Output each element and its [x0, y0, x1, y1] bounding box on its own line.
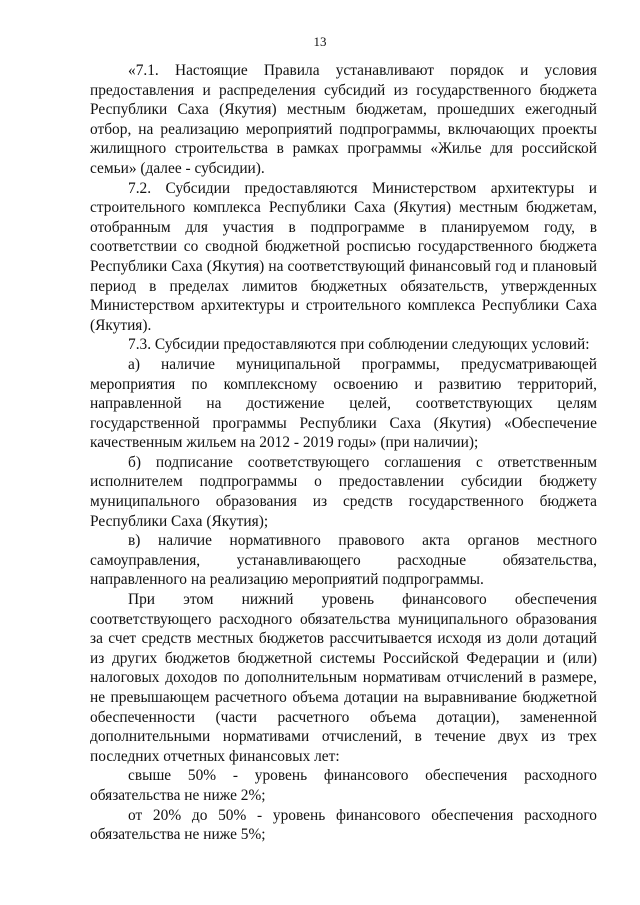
condition-a: а) наличие муниципальной программы, предусматривающей мероприятия по комплексному освоению и развитию территорий, направленной на достижение целей, соответствующих целям государственной программы Республики Саха (Якутия) «Обеспечение качественным жильем на 2012 - 2019 годы» (при наличии);	[90, 355, 597, 452]
financing-level-20-50: от 20% до 50% - уровень финансового обеспечения расходного обязательства не ниже 5%;	[90, 806, 597, 844]
page-number: 13	[313, 34, 327, 49]
paragraph-7-1: «7.1. Настоящие Правила устанавливают порядок и условия предоставления и распределения субсидий из государственного бюджета Республики Саха (Якутия) местным бюджетам, прошедших ежегодный отбор, на реализацию мероприятий подпрограммы, включающих проекты жилищного строительства в рамках программы «Жилье для российской семьи» (далее - субсидии).	[90, 62, 597, 177]
document-body	[90, 61, 597, 845]
financing-level-over-50: свыше 50% - уровень финансового обеспечения расходного обязательства не ниже 2%;	[90, 767, 597, 804]
condition-c: в) наличие нормативного правового акта органов местного самоуправления, устанавливающего расходные обязательства, направленного на реализацию мероприятий подпрограммы.	[90, 532, 597, 589]
paragraph-7-2: 7.2. Субсидии предоставляются Министерством архитектуры и строительного комплекса Республики Саха (Якутия) местным бюджетам, отобранным для участия в подпрограмме в планируемом году, в соответствии со сводной бюджетной росписью государственного бюджета Республики Саха (Якутия) на соответствующий финансовый год и плановый период в пределах лимитов бюджетных обязательств, утвержденных Министерством архитектуры и строительного комплекса Республики Саха (Якутия).	[90, 179, 597, 334]
financing-level-paragraph: При этом нижний уровень финансового обеспечения соответствующего расходного обязательства муниципального образования за счет средств местных бюджетов рассчитывается исходя из доли дотаций из других бюджетов бюджетной системы Российской Федерации и (или) налоговых доходов по дополнительным нормативам отчислений в размере, не превышающем расчетного объема дотации на выравнивание бюджетной обеспеченности (части расчетного объема дотации), замененной дополнительными нормативами отчислений, в течение двух из трех последних отчетных финансовых лет:	[90, 591, 597, 765]
condition-b: б) подписание соответствующего соглашения с ответственным исполнителем подпрограммы о предоставлении субсидии бюджету муниципального образования из средств государственного бюджета Республики Саха (Якутия);	[90, 453, 597, 530]
paragraph-7-3: 7.3. Субсидии предоставляются при соблюдении следующих условий:	[128, 336, 590, 354]
